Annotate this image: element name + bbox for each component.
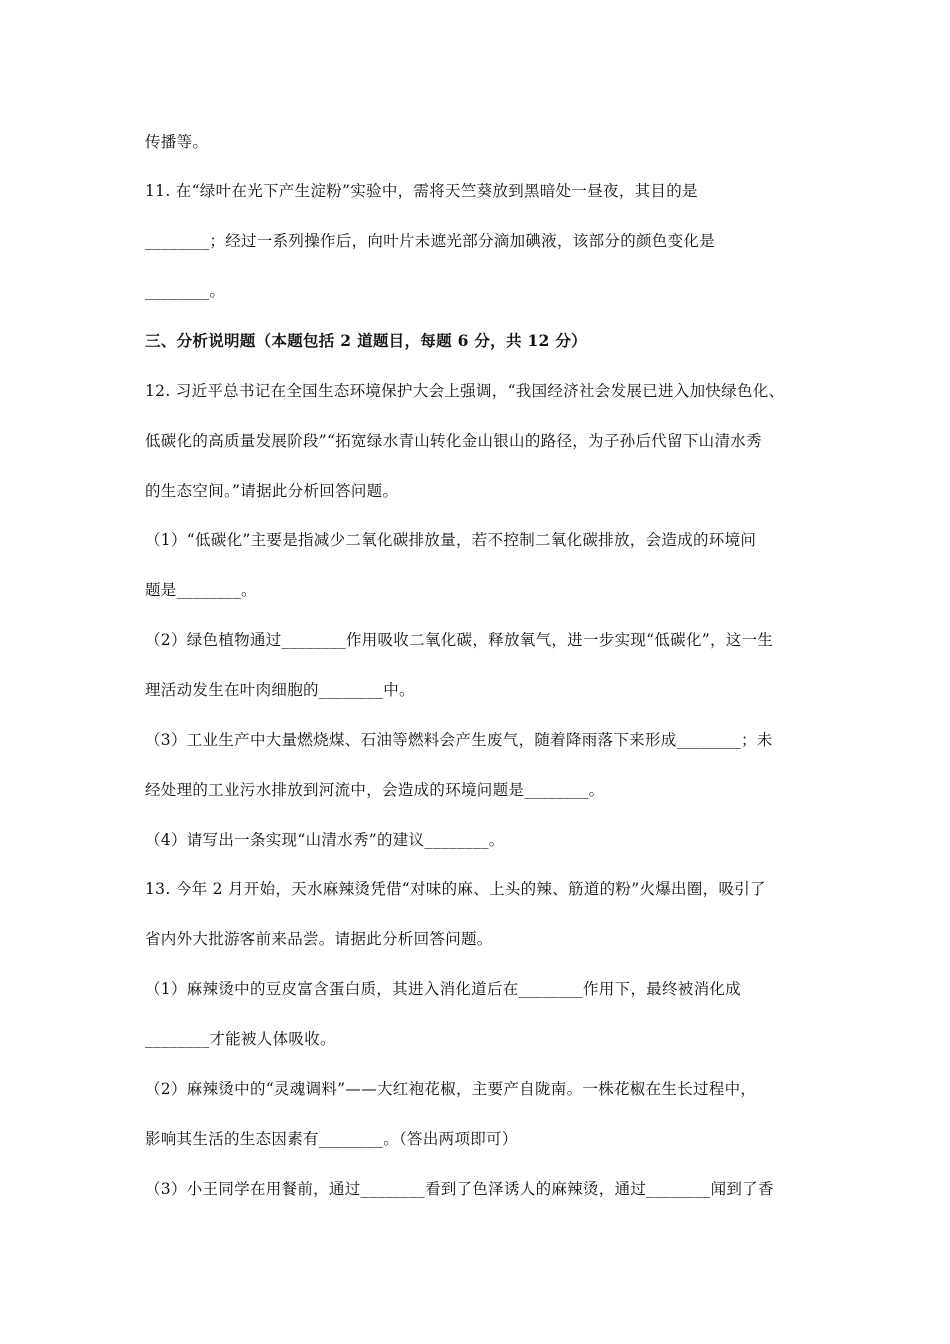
question-13-part-1-line-2: ________才能被人体吸收。 (145, 1030, 336, 1048)
question-12-part-1-line-1: （1）“低碳化”主要是指减少二氧化碳排放量，若不控制二氧化碳排放，会造成的环境问 (145, 531, 757, 549)
question-12-part-3-line-1: （3）工业生产中大量燃烧煤、石油等燃料会产生废气，随着降雨落下来形成________；未 (145, 731, 773, 749)
question-12-line-1: 12. 习近平总书记在全国生态环境保护大会上强调，“我国经济社会发展已进入加快绿色化、 (145, 382, 785, 400)
question-13-part-1-line-1: （1）麻辣烫中的豆皮富含蛋白质，其进入消化道后在________作用下，最终被消化成 (145, 980, 741, 998)
section-heading: 三、分析说明题（本题包括 2 道题目，每题 6 分，共 12 分） (145, 331, 587, 350)
question-13-part-2-line-1: （2）麻辣烫中的“灵魂调料”——大红袍花椒，主要产自陇南。一株花椒在生长过程中， (145, 1080, 757, 1098)
question-11-line-2: ________；经过一系列操作后，向叶片未遮光部分滴加碘液，该部分的颜色变化是 (145, 232, 716, 250)
question-12-part-2-line-2: 理活动发生在叶肉细胞的________中。 (145, 681, 415, 699)
question-12-line-2: 低碳化的高质量发展阶段”“拓宽绿水青山转化金山银山的路径，为子孙后代留下山清水秀 (145, 432, 762, 450)
question-13-line-2: 省内外大批游客前来品尝。请据此分析回答问题。 (145, 930, 493, 948)
question-13-part-2-line-2: 影响其生活的生态因素有________。（答出两项即可） (145, 1130, 518, 1148)
text-line-continuation: 传播等。 (145, 133, 209, 151)
question-12-part-4: （4）请写出一条实现“山清水秀”的建议________。 (145, 831, 505, 849)
question-12-part-3-line-2: 经处理的工业污水排放到河流中，会造成的环境问题是________。 (145, 781, 605, 799)
question-13-line-1: 13. 今年 2 月开始，天水麻辣烫凭借“对味的麻、上头的辣、筋道的粉”火爆出圈，吸引了 (145, 880, 766, 898)
question-12-line-3: 的生态空间。”请据此分析回答问题。 (145, 482, 399, 500)
question-11-line-1: 11. 在“绿叶在光下产生淀粉”实验中，需将天竺葵放到黑暗处一昼夜，其目的是 (145, 182, 698, 200)
question-11-line-3: ________。 (145, 282, 226, 300)
question-12-part-2-line-1: （2）绿色植物通过________作用吸收二氧化碳，释放氧气，进一步实现“低碳化”，这一生 (145, 631, 774, 649)
question-12-part-1-line-2: 题是________。 (145, 581, 257, 599)
question-13-part-3-line-1: （3）小王同学在用餐前，通过________看到了色泽诱人的麻辣烫，通过________闻到了香 (145, 1180, 774, 1198)
